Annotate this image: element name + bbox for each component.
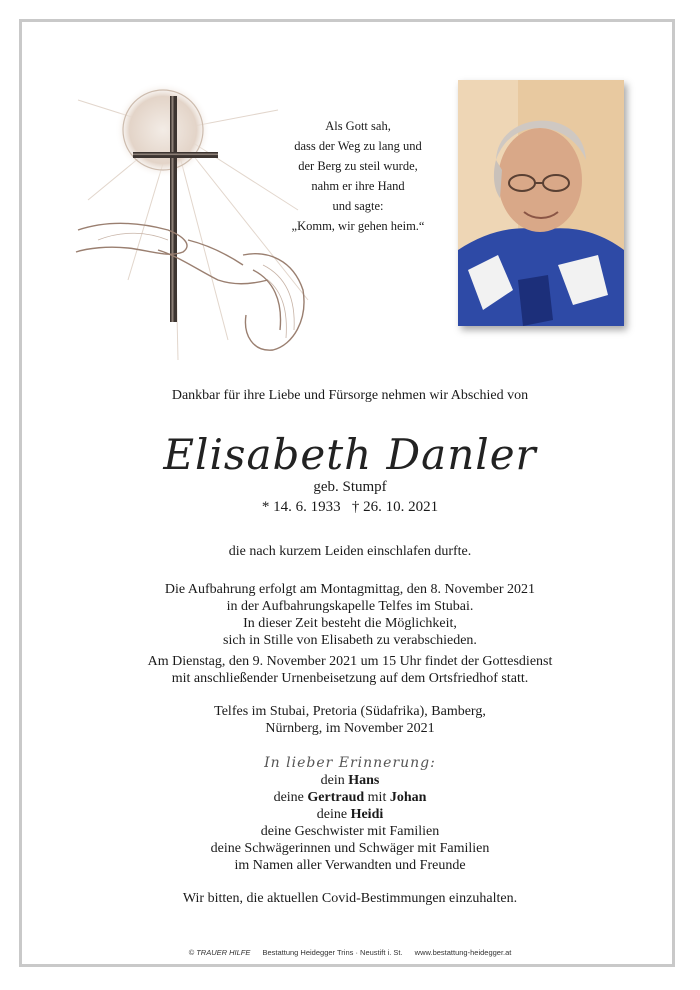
places-line: Nürnberg, im November 2021 [265,721,435,736]
places-line: Telfes im Stubai, Pretoria (Südafrika), Bamberg, [214,704,486,719]
mourner-name: Hans [348,773,380,788]
viewing-line: In dieser Zeit besteht die Möglichkeit, [243,616,457,631]
footer-company: Bestattung Heidegger Trins · Neustift i. St. [262,948,403,957]
poem-line: der Berg zu steil wurde, [298,159,418,173]
hands-icon [76,223,304,350]
mourner-line: deine Geschwister mit Familien [260,824,440,839]
service-line: mit anschließender Urnenbeisetzung auf dem Ortsfriedhof statt. [171,671,529,686]
poem-line: Als Gott sah, [325,119,391,133]
mourner-connector: mit [364,790,390,805]
viewing-line: in der Aufbahrungskapelle Telfes im Stubai. [226,599,474,614]
mourner-prefix: deine [316,807,351,822]
portrait-photo [458,80,624,326]
mourner-prefix: deine [273,790,308,805]
mourner-line: deine Schwägerinnen und Schwäger mit Familien [210,841,490,856]
footer-brand: © TRAUER HILFE [188,948,251,957]
maiden-name: geb. Stumpf [313,479,387,495]
poem-line: dass der Weg zu lang und [294,139,422,153]
mourner-line [0,773,700,789]
poem [258,116,458,236]
poem-line: und sagte: [332,199,384,213]
deceased-name: Elisabeth Danler [163,430,537,479]
service-line: Am Dienstag, den 9. November 2021 um 15 Uhr findet der Gottesdienst [147,654,553,669]
memory-heading: In lieber Erinnerung: [264,755,436,771]
mourner-line [0,807,700,823]
poem-line: nahm er ihre Hand [311,179,405,193]
footer [0,948,700,957]
mourner-line: im Namen aller Verwandten und Freunde [234,858,466,873]
life-dates: * 14. 6. 1933 † 26. 10. 2021 [261,499,439,515]
mourner-name: Gertraud [307,790,365,805]
viewing-line: sich in Stille von Elisabeth zu verabschieden. [223,633,477,648]
sun [115,82,211,178]
mourner-line [0,790,700,806]
mourner-prefix: dein [320,773,349,788]
mourner-name: Johan [389,790,427,805]
intro-text: Dankbar für ihre Liebe und Fürsorge nehmen wir Abschied von [171,388,529,403]
covid-notice: Wir bitten, die aktuellen Covid-Bestimmungen einzuhalten. [182,891,518,906]
footer-website[interactable]: www.bestattung-heidegger.at [414,948,512,957]
viewing-line: Die Aufbahrung erfolgt am Montagmittag, den 8. November 2021 [164,582,536,597]
passing-text: die nach kurzem Leiden einschlafen durfte. [228,544,472,559]
poem-line: „Komm, wir gehen heim.“ [291,219,425,233]
mourner-name: Heidi [350,807,384,822]
